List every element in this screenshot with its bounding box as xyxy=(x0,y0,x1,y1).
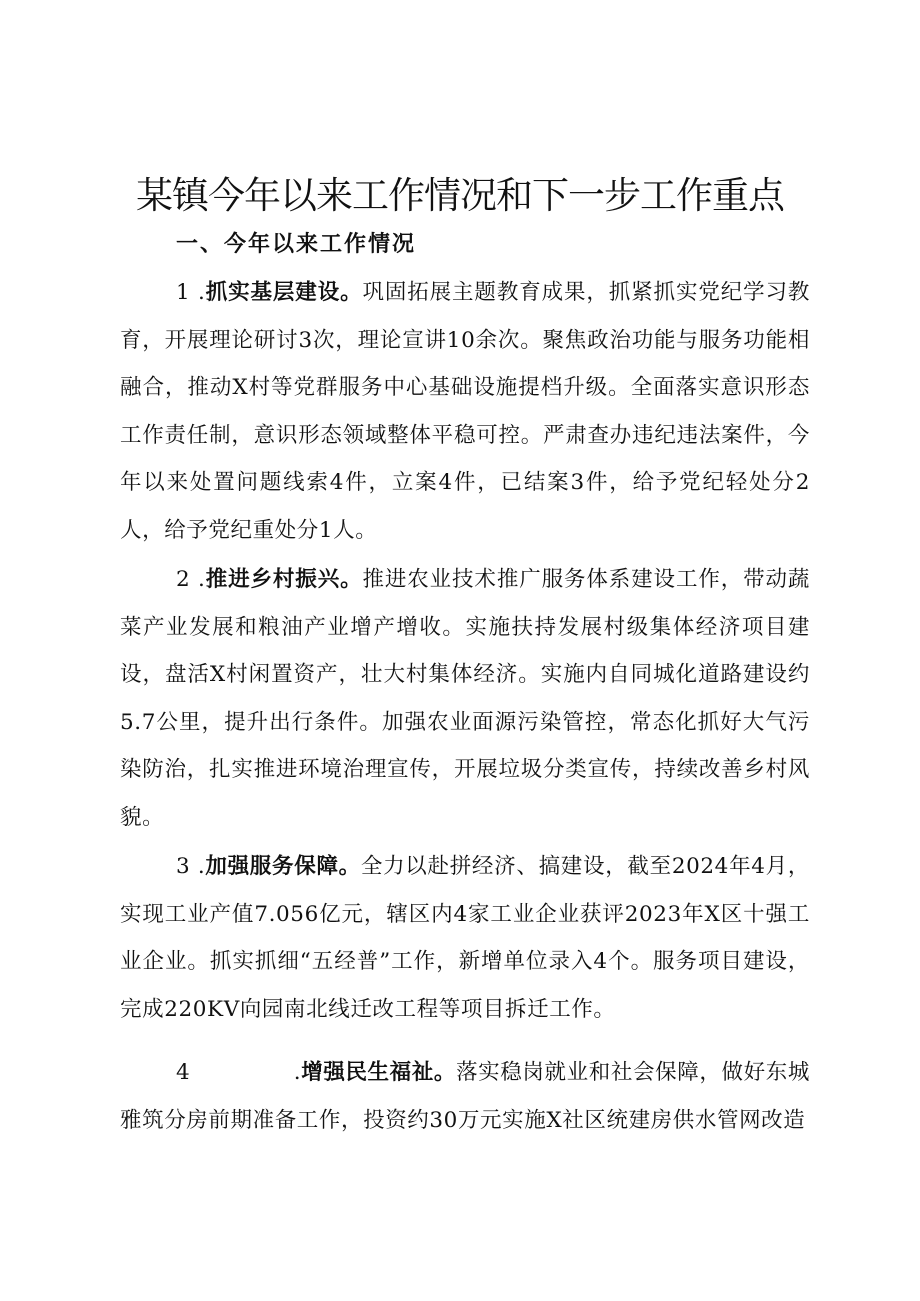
item-marker: . xyxy=(190,854,206,879)
work-item-paragraph xyxy=(120,1049,810,1144)
work-item-paragraph xyxy=(120,556,810,841)
item-number: 3 xyxy=(176,854,191,879)
item-number: 1 xyxy=(176,280,191,305)
item-marker: . xyxy=(190,567,206,592)
item-number: 2 xyxy=(176,567,191,592)
work-item-paragraph xyxy=(120,269,810,554)
item-body: 巩固拓展主题教育成果，抓紧抓实党纪学习教育，开展理论研讨3次，理论宣讲10余次。聚焦政治功能与服务功能相融合，推动X村等党群服务中心基础设施提档升级。全面落实意识形态工作责任制，意识形态领域整体平稳可控。严肃查办违纪违法案件，今年以来处置问题线索4件，立案4件，已结案3件，给予党纪轻处分2人，给予党纪重处分1人。 xyxy=(120,280,810,543)
item-marker: . xyxy=(190,280,206,305)
item-heading: 抓实基层建设。 xyxy=(205,280,363,305)
work-item-paragraph xyxy=(120,843,810,1033)
item-number: 4 xyxy=(176,1060,191,1085)
section-heading: 一、今年以来工作情况 xyxy=(176,232,417,257)
item-heading: 加强服务保障。 xyxy=(205,854,361,879)
item-body: 全力以赴拼经济、搞建设，截至2024年4月，实现工业产值7.056亿元，辖区内4家工业企业获评2023年X区十强工业企业。抓实抓细“五经普”工作，新增单位录入4个。服务项目建设，完成220KV向园南北线迁改工程等项目拆迁工作。 xyxy=(120,854,810,1022)
item-body: 推进农业技术推广服务体系建设工作，带动蔬菜产业发展和粮油产业增产增收。实施扶持发展村级集体经济项目建设，盘活X村闲置资产，壮大村集体经济。实施内自同城化道路建设约5.7公里，提升出行条件。加强农业面源污染管控，常态化抓好大气污染防治，扎实推进环境治理宣传，开展垃圾分类宣传，持续改善乡村风貌。 xyxy=(120,567,810,830)
document-title: 某镇今年以来工作情况和下一步工作重点 xyxy=(136,174,784,217)
item-heading: 增强民生福祉。 xyxy=(301,1060,457,1085)
item-marker: . xyxy=(286,1060,302,1085)
item-heading: 推进乡村振兴。 xyxy=(205,567,363,592)
item-body: 落实稳岗就业和社会保障，做好东城雅筑分房前期准备工作，投资约30万元实施X社区统建房供水管网改造 xyxy=(120,1060,810,1133)
